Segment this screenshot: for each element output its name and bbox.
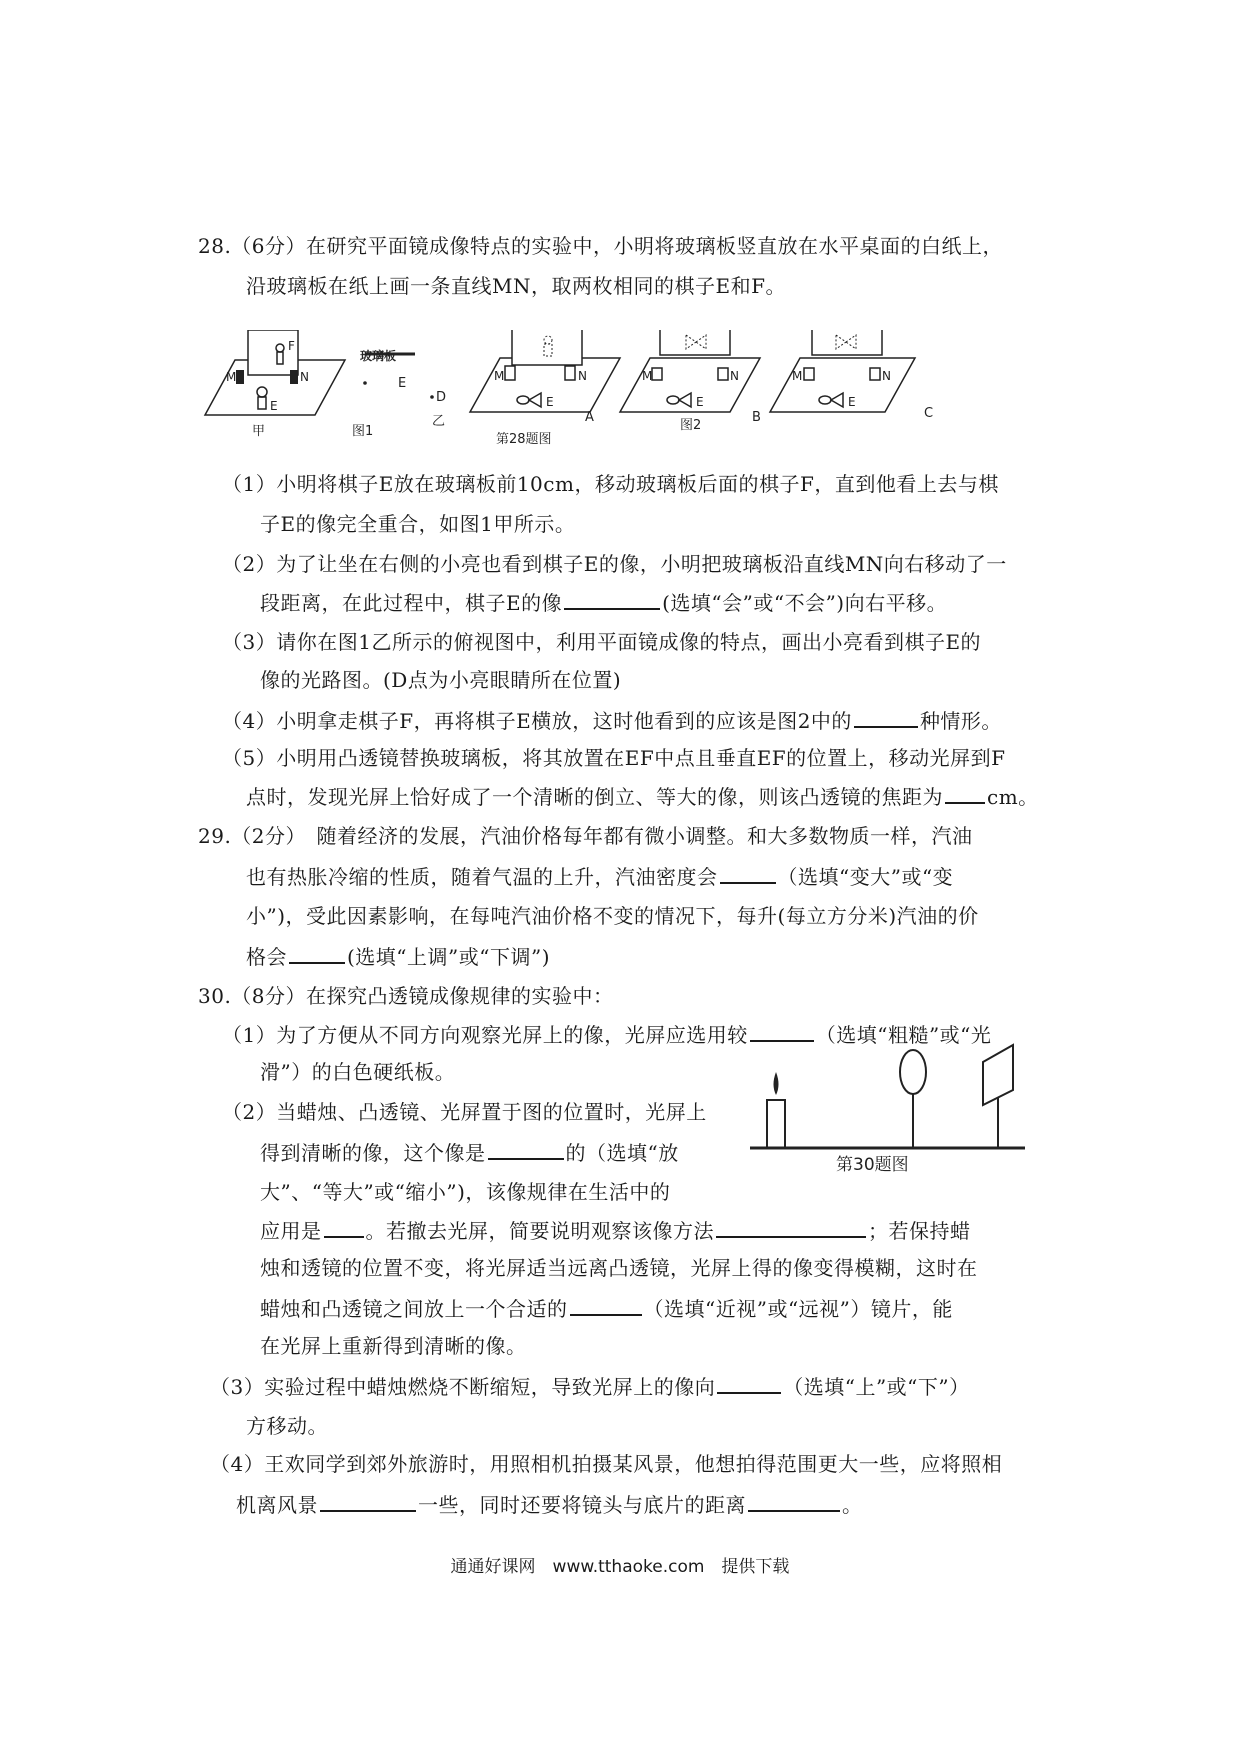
b-label-n: N	[730, 369, 739, 383]
answer-blank-q28-4[interactable]	[854, 706, 918, 728]
q28-p2-line1: （2）为了让坐在右侧的小亮也看到棋子E的像，小明把玻璃板沿直线MN向右移动了一	[222, 552, 1007, 576]
q30-p3-text-b: （选填“上”或“下”）	[783, 1375, 970, 1399]
candle-flame	[774, 1072, 779, 1095]
q28-p4-text-a: （4）小明拿走棋子F，再将棋子E横放，这时他看到的应该是图2中的	[222, 709, 852, 733]
jia-label-e: E	[270, 399, 278, 413]
q28-p2-line2	[260, 588, 947, 617]
answer-blank-q28-5[interactable]	[945, 782, 985, 804]
q28-p5-text-b: cm。	[987, 785, 1039, 809]
q30-p4-text-a: 机离风景	[236, 1493, 318, 1517]
jia-label-n: N	[300, 370, 309, 384]
q29-text-c: 格会	[246, 945, 287, 969]
q28-p3-line1: （3）请你在图1乙所示的俯视图中，利用平面镜成像的特点，画出小亮看到棋子E的	[222, 630, 982, 654]
q28-p1-line1: （1）小明将棋子E放在玻璃板前10cm，移动玻璃板后面的棋子F，直到他看上去与棋	[222, 472, 999, 496]
q28-stem-line1: 28.（6分）在研究平面镜成像特点的实验中，小明将玻璃板竖直放在水平桌面的白纸上，	[198, 234, 1004, 258]
label-a: A	[585, 410, 594, 425]
q30-p1-line2: 滑”）的白色硬纸板。	[260, 1060, 456, 1084]
q28-p3-line2: 像的光路图。(D点为小亮眼睛所在位置)	[260, 668, 622, 692]
answer-blank-q29-2[interactable]	[289, 942, 345, 964]
q28-p2-text-b: (选填“会”或“不会”)向右平移。	[662, 591, 948, 615]
q30-p2-line6	[260, 1294, 953, 1323]
point-e-dot	[363, 381, 367, 385]
label-fig1: 图1	[352, 424, 374, 439]
answer-blank-q30-4a[interactable]	[320, 1490, 416, 1512]
q30-p4-text-c: 。	[842, 1493, 863, 1517]
a-label-e: E	[546, 395, 554, 409]
q30-p2-text-g: （选填“近视”或“远视”）镜片，能	[643, 1297, 953, 1321]
q30-p4-line2	[236, 1490, 863, 1519]
convex-lens	[900, 1050, 926, 1094]
q30-p1-text-b: （选填“粗糙”或“光	[815, 1023, 992, 1047]
c-label-n: N	[882, 369, 891, 383]
q30-figure-caption: 第30题图	[836, 1155, 909, 1175]
q30-p2-text-f: 蜡烛和凸透镜之间放上一个合适的	[260, 1297, 568, 1321]
a-label-n: N	[578, 369, 587, 383]
answer-blank-q30-3[interactable]	[717, 1372, 781, 1394]
q29-text-a: 也有热胀冷缩的性质，随着气温的上升，汽油密度会	[246, 865, 718, 889]
q28-p4-text-b: 种情形。	[919, 709, 1002, 733]
q30-p3-line1	[210, 1372, 970, 1401]
q30-p3-text-a: （3）实验过程中蜡烛燃烧不断缩短，导致光屏上的像向	[210, 1375, 716, 1399]
q30-p2-line5: 烛和透镜的位置不变，将光屏适当远离凸透镜，光屏上得的像变得模糊，这时在	[260, 1256, 978, 1280]
b-label-m: M	[642, 369, 653, 383]
answer-blank-q30-2b[interactable]	[324, 1216, 364, 1238]
q30-p4-text-b: 一些，同时还要将镜头与底片的距离	[418, 1493, 746, 1517]
q29-line1: 29.（2分） 随着经济的发展，汽油价格每年都有微小调整。和大多数物质一样，汽油	[198, 824, 973, 848]
q29-text-d: (选填“上调”或“下调”)	[347, 945, 551, 969]
q30-p2-text-b: 的（选填“放	[565, 1141, 679, 1165]
jia-label-m: M	[226, 370, 237, 384]
label-yi: 乙	[432, 414, 446, 429]
q30-p2-line1: （2）当蜡烛、凸透镜、光屏置于图的位置时，光屏上	[222, 1100, 707, 1124]
glass-plate-label: 玻璃板	[360, 349, 397, 363]
q28-p5-line1: （5）小明用凸透镜替换玻璃板，将其放置在EF中点且垂直EF的位置上，移动光屏到F	[222, 746, 1006, 770]
q30-p2-text-e: ；若保持蜡	[868, 1219, 971, 1243]
answer-blank-q30-2d[interactable]	[570, 1294, 642, 1316]
q30-p2-text-c: 应用是	[260, 1219, 322, 1243]
answer-blank-q29-1[interactable]	[720, 862, 776, 884]
q30-p4-line1: （4）王欢同学到郊外旅游时，用照相机拍摄某风景，他想拍得范围更大一些，应将照相	[210, 1452, 1003, 1476]
label-c: C	[924, 406, 934, 421]
q28-figure	[200, 330, 1030, 450]
label-b: B	[752, 410, 761, 425]
answer-blank-q30-2c[interactable]	[716, 1216, 866, 1238]
q28-figure-caption: 第28题图	[496, 432, 552, 447]
candle	[767, 1100, 785, 1148]
q30-p2-line4	[260, 1216, 971, 1245]
label-fig2: 图2	[680, 418, 702, 433]
q30-p2-line3: 大”、“等大”或“缩小”)，该像规律在生活中的	[260, 1180, 671, 1204]
b-label-e: E	[696, 395, 704, 409]
light-screen	[983, 1045, 1013, 1105]
q28-p2-text-a: 段距离，在此过程中，棋子E的像	[260, 591, 563, 615]
q28-p1-line2: 子E的像完全重合，如图1甲所示。	[260, 512, 576, 536]
answer-blank-q30-1[interactable]	[750, 1020, 814, 1042]
answer-blank-q30-2a[interactable]	[488, 1138, 564, 1160]
answer-blank-q28-2[interactable]	[564, 588, 660, 610]
q28-figure-svg	[200, 330, 1030, 450]
q30-p2-text-d: 。若撤去光屏，简要说明观察该像方法	[365, 1219, 714, 1243]
label-jia: 甲	[252, 424, 266, 439]
figure-b-board	[620, 330, 760, 412]
a-label-m: M	[494, 369, 505, 383]
figure-a-board	[470, 330, 620, 412]
c-label-m: M	[792, 369, 803, 383]
q28-p4-line	[222, 706, 1002, 735]
q30-p2-line7: 在光屏上重新得到清晰的像。	[260, 1334, 527, 1358]
q30-p2-text-a: 得到清晰的像，这个像是	[260, 1141, 486, 1165]
q28-stem-line2: 沿玻璃板在纸上画一条直线MN，取两枚相同的棋子E和F。	[246, 274, 786, 298]
point-d-dot	[430, 395, 434, 399]
q29-line4	[246, 942, 550, 971]
q30-p2-line2	[260, 1138, 679, 1167]
point-e-label: E	[398, 376, 407, 391]
answer-blank-q30-4b[interactable]	[748, 1490, 840, 1512]
q29-text-b: （选填“变大”或“变	[777, 865, 954, 889]
q28-p5-line2	[246, 782, 1039, 811]
page-footer: 通通好课网 www.tthaoke.com 提供下载	[450, 1557, 790, 1577]
jia-label-f: F	[288, 339, 295, 353]
q29-line2	[246, 862, 953, 891]
point-d-label: D	[436, 390, 447, 405]
q28-p5-text-a: 点时，发现光屏上恰好成了一个清晰的倒立、等大的像，则该凸透镜的焦距为	[246, 785, 943, 809]
q30-p3-line2: 方移动。	[246, 1414, 328, 1438]
q29-line3: 小”)，受此因素影响，在每吨汽油价格不变的情况下，每升(每立方分米)汽油的价	[246, 904, 979, 928]
q30-p1-text-a: （1）为了方便从不同方向观察光屏上的像，光屏应选用较	[222, 1023, 748, 1047]
q30-stem: 30.（8分）在探究凸透镜成像规律的实验中：	[198, 984, 614, 1008]
c-label-e: E	[848, 395, 856, 409]
